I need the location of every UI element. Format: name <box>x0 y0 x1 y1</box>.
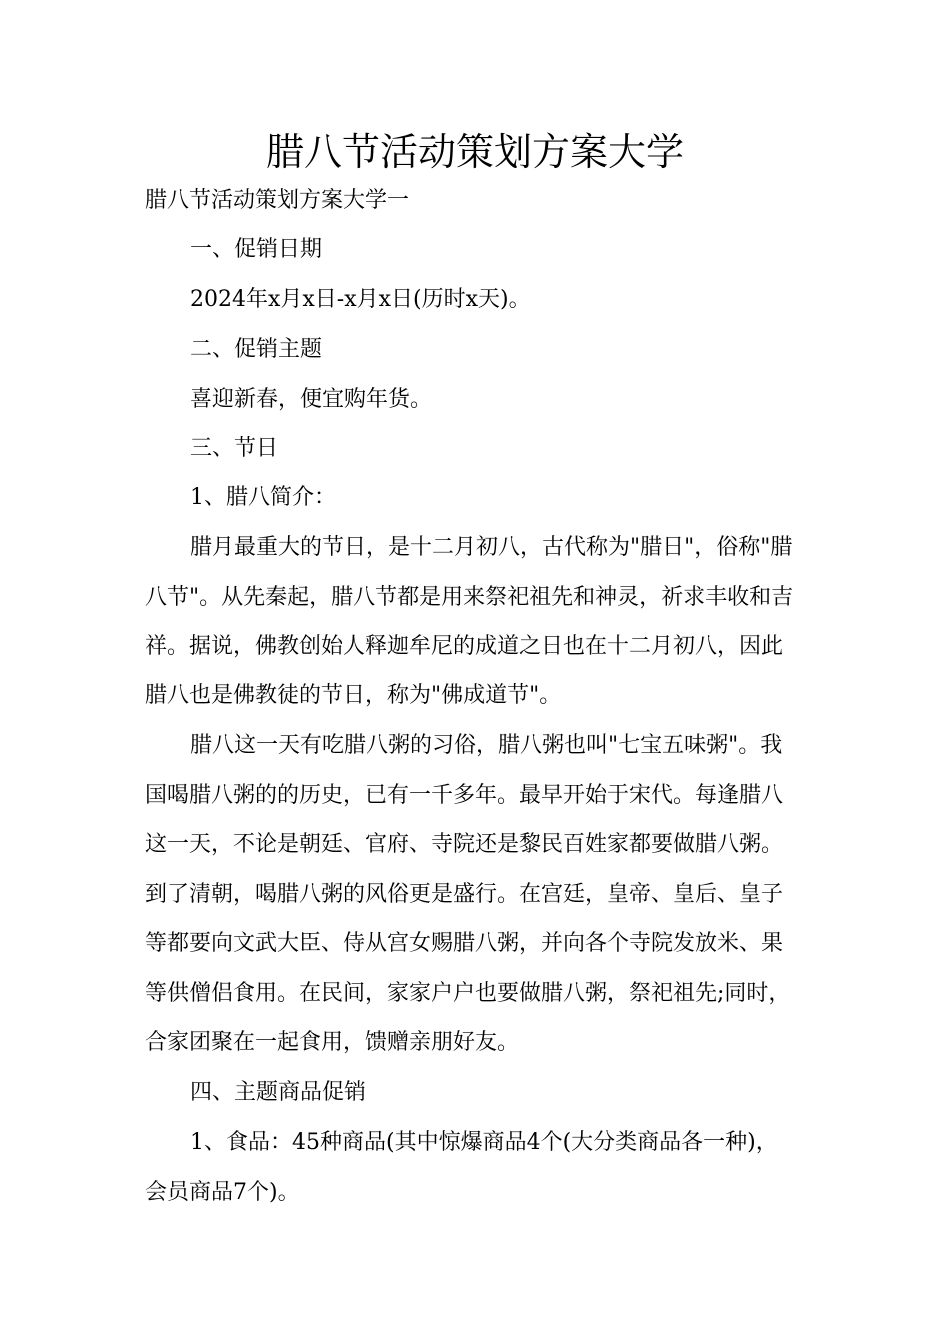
paragraph-line: 等都要向文武大臣、侍从宫女赐腊八粥，并向各个寺院发放米、果 <box>145 931 784 956</box>
paragraph-line: 等供僧侣食用。在民间，家家户户也要做腊八粥，祭祀祖先;同时， <box>145 981 791 1006</box>
paragraph-line: 国喝腊八粥的的历史，已有一千多年。最早开始于宋代。每逢腊八 <box>145 783 784 808</box>
section-heading-festival: 三、节日 <box>190 436 279 461</box>
document-title: 腊八节活动策划方案大学 <box>265 130 684 174</box>
promotion-theme-text: 喜迎新春，便宜购年货。 <box>190 387 433 412</box>
paragraph-line: 祥。据说，佛教创始人释迦牟尼的成道之日也在十二月初八，因此 <box>145 634 784 659</box>
subheading-laba-intro: 1、腊八简介： <box>190 485 336 510</box>
paragraph-line: 腊月最重大的节日，是十二月初八，古代称为"腊日"，俗称"腊 <box>190 535 793 560</box>
paragraph-line: 到了清朝，喝腊八粥的风俗更是盛行。在宫廷，皇帝、皇后、皇子 <box>145 882 784 907</box>
document-subtitle: 腊八节活动策划方案大学一 <box>145 188 410 213</box>
paragraph-line: 会员商品7个)。 <box>145 1180 300 1205</box>
promotion-date-text: 2024年x月x日-x月x日(历时x天)。 <box>190 287 531 312</box>
paragraph-line: 1、食品：45种商品(其中惊爆商品4个(大分类商品各一种)， <box>190 1130 778 1155</box>
paragraph-line: 八节"。从先秦起，腊八节都是用来祭祀祖先和神灵，祈求丰收和吉 <box>145 585 794 610</box>
paragraph-line: 这一天，不论是朝廷、官府、寺院还是黎民百姓家都要做腊八粥。 <box>145 832 784 857</box>
paragraph-line: 合家团聚在一起食用，馈赠亲朋好友。 <box>145 1030 520 1055</box>
section-heading-promotion-theme: 二、促销主题 <box>190 337 323 362</box>
section-heading-promotion-date: 一、促销日期 <box>190 237 323 262</box>
paragraph-line: 腊八这一天有吃腊八粥的习俗，腊八粥也叫"七宝五味粥"。我 <box>190 733 783 758</box>
paragraph-line: 腊八也是佛教徒的节日，称为"佛成道节"。 <box>145 683 562 708</box>
section-heading-theme-products: 四、主题商品促销 <box>190 1080 367 1105</box>
